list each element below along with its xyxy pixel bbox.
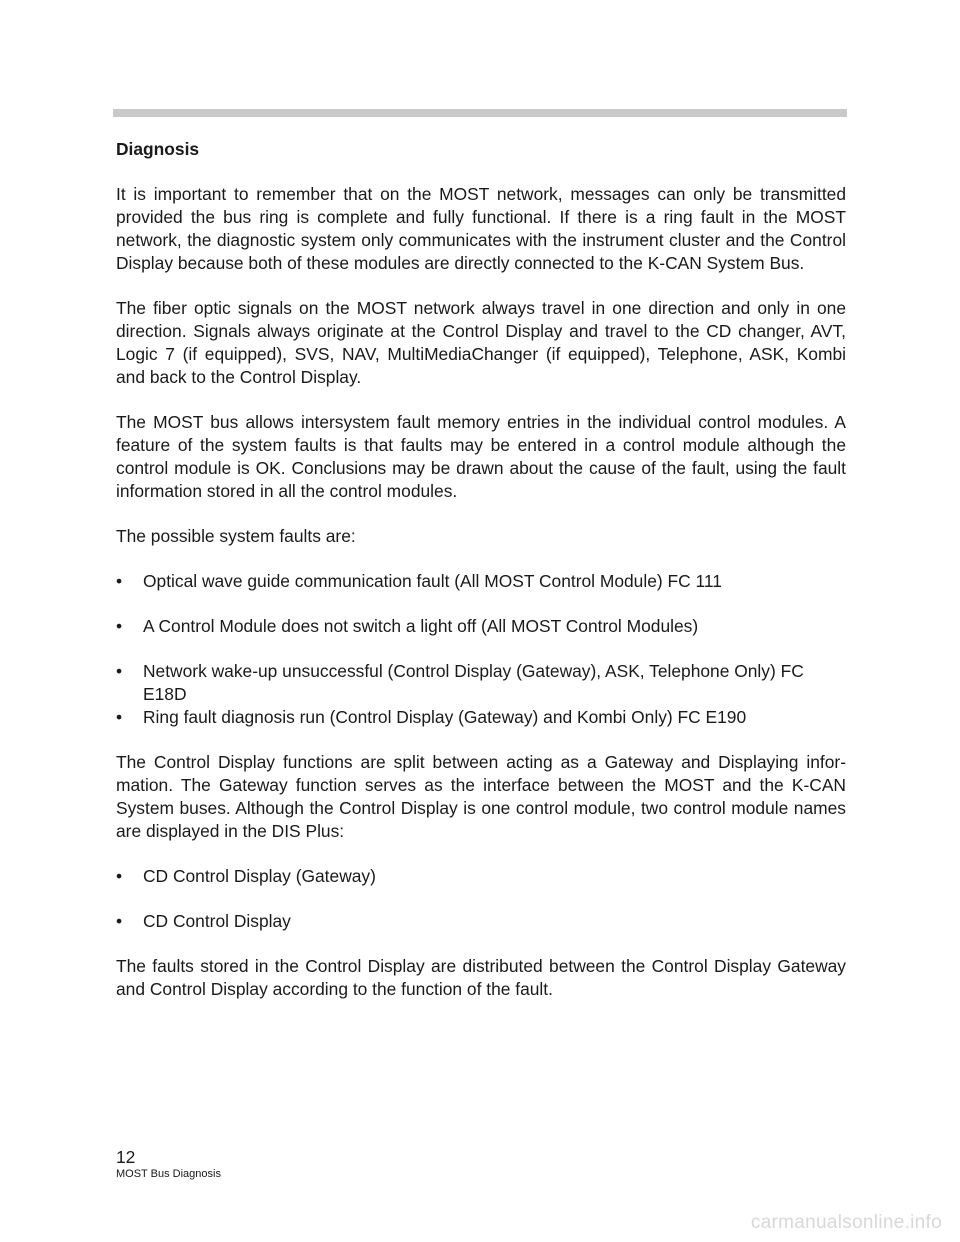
- page-number: 12: [116, 1147, 136, 1167]
- list-item-text: Optical wave guide communication fault (All MOST Control Module) FC 111: [143, 571, 722, 591]
- paragraph-faults-intro: The possible system faults are:: [116, 526, 356, 546]
- list-item-text: Ring fault diagnosis run (Control Display (Gateway) and Kombi Only) FC E190: [143, 707, 747, 727]
- list-item-text: A Control Module does not switch a light off (All MOST Control Modules): [143, 616, 699, 636]
- list-item: [116, 865, 846, 888]
- list-item: [116, 570, 846, 593]
- list-item-text: CD Control Display: [143, 911, 291, 931]
- paragraph-fault-memory: The MOST bus allows intersystem fault memory entries in the individual control modules. A feature of the system faults is that faults may be entered in a control module although the control module is OK. Conclusions may be drawn about the cause of the fault, using the fault information stored in all the control modules.: [116, 412, 846, 501]
- footer-title: MOST Bus Diagnosis: [116, 1168, 221, 1180]
- bullet-icon: •: [116, 661, 123, 681]
- paragraph-fault-distribution: The faults stored in the Control Display are distributed between the Control Display Gateway and Control Display according to the function of the fault.: [116, 956, 846, 999]
- page-content: [116, 138, 846, 1023]
- bullet-icon: •: [116, 571, 123, 591]
- list-item-text: CD Control Display (Gateway): [143, 866, 376, 886]
- list-item-text: Network wake-up unsuccessful (Control Display (Gateway), ASK, Telephone Only) FC E18D: [143, 661, 804, 704]
- bullet-icon: •: [116, 911, 123, 931]
- bullet-icon: •: [116, 616, 123, 636]
- list-item: [116, 615, 846, 638]
- paragraph-ring-fault: It is important to remember that on the MOST network, messages can only be transmitted provided the bus ring is complete and fully functional. If there is a ring fault in the MOST network, the diagnostic system only communicates with the instrument cluster and the Control Display because both of these modules are directly connected to the K-CAN System Bus.: [116, 184, 846, 273]
- section-heading: Diagnosis: [116, 139, 200, 159]
- module-name-list: [116, 865, 846, 933]
- page-footer: [116, 1147, 221, 1181]
- paragraph-signal-direction: The fiber optic signals on the MOST network always travel in one direction and only in one direction. Signals always originate at the Control Display and travel to the CD changer, AVT, Logic 7 (if equipped), SVS, NAV, MultiMediaChanger (if equipped), Telephone, ASK, Kombi and back to the Control Display.: [116, 298, 846, 387]
- list-item: [116, 910, 846, 933]
- watermark: carmanualsonline.info: [750, 1212, 942, 1233]
- header-rule: [113, 109, 847, 117]
- paragraph-gateway-functions: The Control Display functions are split between acting as a Gateway and Displaying infor-mation. The Gateway function serves as the interface between the MOST and the K-CAN System buses. Although the Control Display is one control module, two control module names are displayed in the DIS Plus:: [116, 752, 846, 841]
- list-item: [116, 706, 846, 729]
- fault-list: [116, 570, 846, 729]
- bullet-icon: •: [116, 866, 123, 886]
- bullet-icon: •: [116, 707, 123, 727]
- list-item: [116, 660, 846, 706]
